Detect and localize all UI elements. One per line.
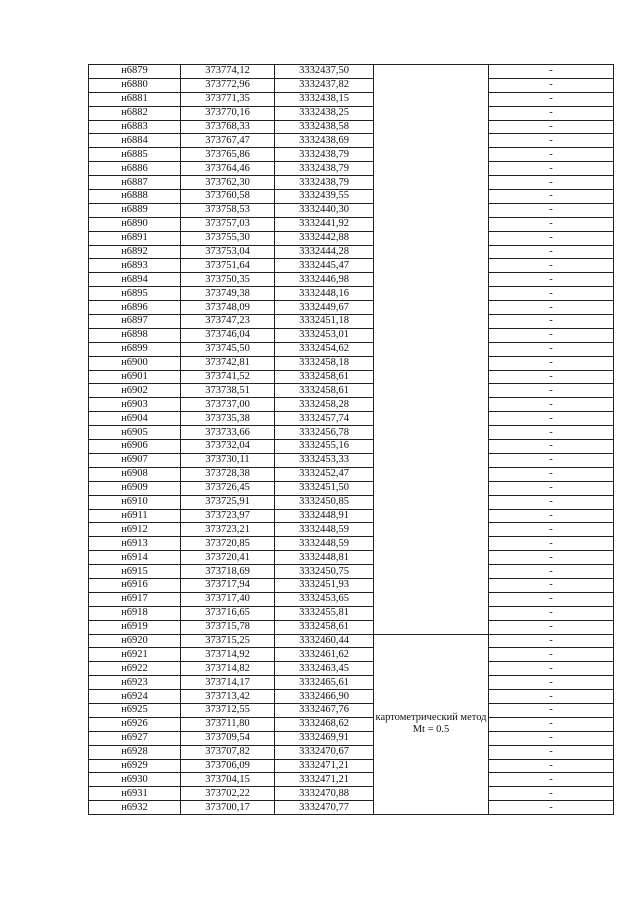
y-coordinate-cell: 3332458,61 — [275, 370, 374, 384]
x-coordinate-cell: 373716,65 — [181, 606, 275, 620]
x-coordinate-cell: 373700,17 — [181, 801, 275, 815]
y-coordinate-cell: 3332458,28 — [275, 398, 374, 412]
y-coordinate-cell: 3332465,61 — [275, 676, 374, 690]
description-cell: - — [489, 551, 614, 565]
y-coordinate-cell: 3332438,15 — [275, 92, 374, 106]
table-row — [89, 453, 614, 467]
y-coordinate-cell: 3332452,47 — [275, 467, 374, 481]
y-coordinate-cell: 3332450,75 — [275, 565, 374, 579]
y-coordinate-cell: 3332446,98 — [275, 273, 374, 287]
table-row — [89, 162, 614, 176]
description-cell: - — [489, 203, 614, 217]
x-coordinate-cell: 373707,82 — [181, 745, 275, 759]
description-cell: - — [489, 592, 614, 606]
point-name-cell: н6908 — [89, 467, 181, 481]
point-name-cell: н6914 — [89, 551, 181, 565]
y-coordinate-cell: 3332470,67 — [275, 745, 374, 759]
y-coordinate-cell: 3332449,67 — [275, 301, 374, 315]
x-coordinate-cell: 373720,85 — [181, 537, 275, 551]
x-coordinate-cell: 373749,38 — [181, 287, 275, 301]
table-row — [89, 259, 614, 273]
description-cell: - — [489, 315, 614, 329]
point-name-cell: н6915 — [89, 565, 181, 579]
x-coordinate-cell: 373774,12 — [181, 65, 275, 79]
x-coordinate-cell: 373714,82 — [181, 662, 275, 676]
description-cell: - — [489, 676, 614, 690]
y-coordinate-cell: 3332460,44 — [275, 634, 374, 648]
x-coordinate-cell: 373770,16 — [181, 106, 275, 120]
table-row — [89, 370, 614, 384]
y-coordinate-cell: 3332461,62 — [275, 648, 374, 662]
y-coordinate-cell: 3332448,81 — [275, 551, 374, 565]
y-coordinate-cell: 3332437,82 — [275, 78, 374, 92]
table-row — [89, 717, 614, 731]
table-row — [89, 92, 614, 106]
x-coordinate-cell: 373733,66 — [181, 426, 275, 440]
x-coordinate-cell: 373730,11 — [181, 453, 275, 467]
table-row — [89, 690, 614, 704]
description-cell: - — [489, 509, 614, 523]
x-coordinate-cell: 373723,21 — [181, 523, 275, 537]
point-name-cell: н6909 — [89, 481, 181, 495]
description-cell: - — [489, 787, 614, 801]
description-cell: - — [489, 759, 614, 773]
point-name-cell: н6930 — [89, 773, 181, 787]
point-name-cell: н6921 — [89, 648, 181, 662]
table-row — [89, 176, 614, 190]
table-row — [89, 398, 614, 412]
point-name-cell: н6894 — [89, 273, 181, 287]
x-coordinate-cell: 373702,22 — [181, 787, 275, 801]
table-row — [89, 592, 614, 606]
x-coordinate-cell: 373723,97 — [181, 509, 275, 523]
table-row — [89, 426, 614, 440]
y-coordinate-cell: 3332438,79 — [275, 148, 374, 162]
y-coordinate-cell: 3332467,76 — [275, 703, 374, 717]
point-name-cell: н6903 — [89, 398, 181, 412]
description-cell: - — [489, 342, 614, 356]
y-coordinate-cell: 3332470,77 — [275, 801, 374, 815]
table-row — [89, 342, 614, 356]
y-coordinate-cell: 3332448,59 — [275, 523, 374, 537]
y-coordinate-cell: 3332453,65 — [275, 592, 374, 606]
point-name-cell: н6917 — [89, 592, 181, 606]
description-cell: - — [489, 467, 614, 481]
coordinates-table — [88, 64, 614, 815]
point-name-cell: н6927 — [89, 731, 181, 745]
x-coordinate-cell: 373720,41 — [181, 551, 275, 565]
y-coordinate-cell: 3332445,47 — [275, 259, 374, 273]
y-coordinate-cell: 3332450,85 — [275, 495, 374, 509]
x-coordinate-cell: 373746,04 — [181, 328, 275, 342]
x-coordinate-cell: 373725,91 — [181, 495, 275, 509]
description-cell: - — [489, 537, 614, 551]
x-coordinate-cell: 373737,00 — [181, 398, 275, 412]
table-row — [89, 481, 614, 495]
table-row — [89, 440, 614, 454]
table-row — [89, 620, 614, 634]
y-coordinate-cell: 3332453,01 — [275, 328, 374, 342]
table-row — [89, 537, 614, 551]
y-coordinate-cell: 3332451,93 — [275, 578, 374, 592]
description-cell: - — [489, 176, 614, 190]
point-name-cell: н6886 — [89, 162, 181, 176]
table-row — [89, 356, 614, 370]
y-coordinate-cell: 3332471,21 — [275, 773, 374, 787]
table-row — [89, 662, 614, 676]
table-row — [89, 801, 614, 815]
description-cell: - — [489, 606, 614, 620]
x-coordinate-cell: 373755,30 — [181, 231, 275, 245]
x-coordinate-cell: 373767,47 — [181, 134, 275, 148]
point-name-cell: н6926 — [89, 717, 181, 731]
table-row — [89, 648, 614, 662]
y-coordinate-cell: 3332448,59 — [275, 537, 374, 551]
point-name-cell: н6916 — [89, 578, 181, 592]
description-cell: - — [489, 287, 614, 301]
y-coordinate-cell: 3332463,45 — [275, 662, 374, 676]
x-coordinate-cell: 373768,33 — [181, 120, 275, 134]
point-name-cell: н6928 — [89, 745, 181, 759]
x-coordinate-cell: 373706,09 — [181, 759, 275, 773]
y-coordinate-cell: 3332468,62 — [275, 717, 374, 731]
x-coordinate-cell: 373762,30 — [181, 176, 275, 190]
table-row — [89, 328, 614, 342]
point-name-cell: н6905 — [89, 426, 181, 440]
x-coordinate-cell: 373717,94 — [181, 578, 275, 592]
table-row — [89, 120, 614, 134]
table-row — [89, 467, 614, 481]
table-row — [89, 759, 614, 773]
table-row — [89, 287, 614, 301]
description-cell: - — [489, 259, 614, 273]
point-name-cell: н6907 — [89, 453, 181, 467]
y-coordinate-cell: 3332451,18 — [275, 315, 374, 329]
table-row — [89, 301, 614, 315]
x-coordinate-cell: 373764,46 — [181, 162, 275, 176]
description-cell: - — [489, 384, 614, 398]
point-name-cell: н6879 — [89, 65, 181, 79]
point-name-cell: н6924 — [89, 690, 181, 704]
point-name-cell: н6883 — [89, 120, 181, 134]
description-cell: - — [489, 398, 614, 412]
point-name-cell: н6884 — [89, 134, 181, 148]
description-cell: - — [489, 703, 614, 717]
point-name-cell: н6918 — [89, 606, 181, 620]
point-name-cell: н6922 — [89, 662, 181, 676]
description-cell: - — [489, 245, 614, 259]
point-name-cell: н6892 — [89, 245, 181, 259]
point-name-cell: н6881 — [89, 92, 181, 106]
table-row — [89, 190, 614, 204]
description-cell: - — [489, 662, 614, 676]
table-row — [89, 412, 614, 426]
description-cell: - — [489, 495, 614, 509]
table-row — [89, 106, 614, 120]
description-cell: - — [489, 301, 614, 315]
table-row — [89, 495, 614, 509]
table-row — [89, 773, 614, 787]
y-coordinate-cell: 3332438,69 — [275, 134, 374, 148]
x-coordinate-cell: 373711,80 — [181, 717, 275, 731]
y-coordinate-cell: 3332442,88 — [275, 231, 374, 245]
point-name-cell: н6925 — [89, 703, 181, 717]
table-row — [89, 315, 614, 329]
y-coordinate-cell: 3332457,74 — [275, 412, 374, 426]
y-coordinate-cell: 3332438,58 — [275, 120, 374, 134]
point-name-cell: н6895 — [89, 287, 181, 301]
x-coordinate-cell: 373717,40 — [181, 592, 275, 606]
description-cell: - — [489, 106, 614, 120]
x-coordinate-cell: 373772,96 — [181, 78, 275, 92]
point-name-cell: н6897 — [89, 315, 181, 329]
point-name-cell: н6896 — [89, 301, 181, 315]
point-name-cell: н6929 — [89, 759, 181, 773]
x-coordinate-cell: 373728,38 — [181, 467, 275, 481]
x-coordinate-cell: 373709,54 — [181, 731, 275, 745]
description-cell: - — [489, 745, 614, 759]
table-row — [89, 245, 614, 259]
point-name-cell: н6911 — [89, 509, 181, 523]
description-cell: - — [489, 565, 614, 579]
point-name-cell: н6923 — [89, 676, 181, 690]
x-coordinate-cell: 373732,04 — [181, 440, 275, 454]
x-coordinate-cell: 373712,55 — [181, 703, 275, 717]
y-coordinate-cell: 3332458,61 — [275, 620, 374, 634]
point-name-cell: н6912 — [89, 523, 181, 537]
point-name-cell: н6920 — [89, 634, 181, 648]
x-coordinate-cell: 373742,81 — [181, 356, 275, 370]
x-coordinate-cell: 373735,38 — [181, 412, 275, 426]
y-coordinate-cell: 3332438,79 — [275, 162, 374, 176]
method-cell: картометрический метод Mt = 0.5 — [374, 634, 489, 815]
description-cell: - — [489, 370, 614, 384]
description-cell: - — [489, 78, 614, 92]
x-coordinate-cell: 373713,42 — [181, 690, 275, 704]
x-coordinate-cell: 373758,53 — [181, 203, 275, 217]
table-row — [89, 65, 614, 79]
point-name-cell: н6899 — [89, 342, 181, 356]
x-coordinate-cell: 373753,04 — [181, 245, 275, 259]
table-row — [89, 731, 614, 745]
description-cell: - — [489, 134, 614, 148]
description-cell: - — [489, 690, 614, 704]
y-coordinate-cell: 3332455,81 — [275, 606, 374, 620]
y-coordinate-cell: 3332440,30 — [275, 203, 374, 217]
y-coordinate-cell: 3332471,21 — [275, 759, 374, 773]
y-coordinate-cell: 3332448,16 — [275, 287, 374, 301]
description-cell: - — [489, 148, 614, 162]
description-cell: - — [489, 440, 614, 454]
y-coordinate-cell: 3332444,28 — [275, 245, 374, 259]
table-row — [89, 703, 614, 717]
y-coordinate-cell: 3332438,79 — [275, 176, 374, 190]
description-cell: - — [489, 453, 614, 467]
description-cell: - — [489, 231, 614, 245]
point-name-cell: н6900 — [89, 356, 181, 370]
description-cell: - — [489, 773, 614, 787]
y-coordinate-cell: 3332458,61 — [275, 384, 374, 398]
point-name-cell: н6932 — [89, 801, 181, 815]
table-row — [89, 787, 614, 801]
description-cell: - — [489, 426, 614, 440]
x-coordinate-cell: 373745,50 — [181, 342, 275, 356]
description-cell: - — [489, 801, 614, 815]
point-name-cell: н6919 — [89, 620, 181, 634]
description-cell: - — [489, 162, 614, 176]
point-name-cell: н6880 — [89, 78, 181, 92]
x-coordinate-cell: 373757,03 — [181, 217, 275, 231]
description-cell: - — [489, 620, 614, 634]
description-cell: - — [489, 328, 614, 342]
table-row — [89, 203, 614, 217]
y-coordinate-cell: 3332469,91 — [275, 731, 374, 745]
x-coordinate-cell: 373760,58 — [181, 190, 275, 204]
point-name-cell: н6902 — [89, 384, 181, 398]
x-coordinate-cell: 373715,78 — [181, 620, 275, 634]
point-name-cell: н6882 — [89, 106, 181, 120]
y-coordinate-cell: 3332453,33 — [275, 453, 374, 467]
x-coordinate-cell: 373750,35 — [181, 273, 275, 287]
description-cell: - — [489, 190, 614, 204]
description-cell: - — [489, 356, 614, 370]
description-cell: - — [489, 92, 614, 106]
description-cell: - — [489, 648, 614, 662]
point-name-cell: н6885 — [89, 148, 181, 162]
y-coordinate-cell: 3332448,91 — [275, 509, 374, 523]
x-coordinate-cell: 373747,23 — [181, 315, 275, 329]
y-coordinate-cell: 3332470,88 — [275, 787, 374, 801]
x-coordinate-cell: 373714,92 — [181, 648, 275, 662]
point-name-cell: н6890 — [89, 217, 181, 231]
point-name-cell: н6889 — [89, 203, 181, 217]
table-row — [89, 217, 614, 231]
point-name-cell: н6887 — [89, 176, 181, 190]
point-name-cell: н6898 — [89, 328, 181, 342]
x-coordinate-cell: 373704,15 — [181, 773, 275, 787]
x-coordinate-cell: 373715,25 — [181, 634, 275, 648]
table-row — [89, 78, 614, 92]
method-cell-empty — [374, 65, 489, 635]
description-cell: - — [489, 481, 614, 495]
description-cell: - — [489, 120, 614, 134]
y-coordinate-cell: 3332437,50 — [275, 65, 374, 79]
table-row — [89, 551, 614, 565]
y-coordinate-cell: 3332458,18 — [275, 356, 374, 370]
x-coordinate-cell: 373741,52 — [181, 370, 275, 384]
y-coordinate-cell: 3332455,16 — [275, 440, 374, 454]
description-cell: - — [489, 523, 614, 537]
description-cell: - — [489, 731, 614, 745]
description-cell: - — [489, 578, 614, 592]
y-coordinate-cell: 3332438,25 — [275, 106, 374, 120]
point-name-cell: н6931 — [89, 787, 181, 801]
y-coordinate-cell: 3332466,90 — [275, 690, 374, 704]
y-coordinate-cell: 3332439,55 — [275, 190, 374, 204]
table-row — [89, 578, 614, 592]
table-row — [89, 634, 614, 648]
x-coordinate-cell: 373738,51 — [181, 384, 275, 398]
description-cell: - — [489, 717, 614, 731]
point-name-cell: н6910 — [89, 495, 181, 509]
y-coordinate-cell: 3332441,92 — [275, 217, 374, 231]
description-cell: - — [489, 65, 614, 79]
table-row — [89, 606, 614, 620]
point-name-cell: н6891 — [89, 231, 181, 245]
x-coordinate-cell: 373726,45 — [181, 481, 275, 495]
table-row — [89, 745, 614, 759]
point-name-cell: н6904 — [89, 412, 181, 426]
coordinates-table-body — [89, 65, 614, 815]
x-coordinate-cell: 373718,69 — [181, 565, 275, 579]
point-name-cell: н6888 — [89, 190, 181, 204]
x-coordinate-cell: 373714,17 — [181, 676, 275, 690]
table-row — [89, 565, 614, 579]
table-row — [89, 148, 614, 162]
description-cell: - — [489, 273, 614, 287]
table-row — [89, 509, 614, 523]
table-row — [89, 676, 614, 690]
point-name-cell: н6913 — [89, 537, 181, 551]
table-row — [89, 273, 614, 287]
table-row — [89, 231, 614, 245]
table-row — [89, 134, 614, 148]
x-coordinate-cell: 373765,86 — [181, 148, 275, 162]
y-coordinate-cell: 3332451,50 — [275, 481, 374, 495]
point-name-cell: н6893 — [89, 259, 181, 273]
description-cell: - — [489, 634, 614, 648]
y-coordinate-cell: 3332454,62 — [275, 342, 374, 356]
x-coordinate-cell: 373751,64 — [181, 259, 275, 273]
y-coordinate-cell: 3332456,78 — [275, 426, 374, 440]
x-coordinate-cell: 373771,35 — [181, 92, 275, 106]
table-row — [89, 523, 614, 537]
description-cell: - — [489, 217, 614, 231]
point-name-cell: н6906 — [89, 440, 181, 454]
table-row — [89, 384, 614, 398]
point-name-cell: н6901 — [89, 370, 181, 384]
x-coordinate-cell: 373748,09 — [181, 301, 275, 315]
description-cell: - — [489, 412, 614, 426]
